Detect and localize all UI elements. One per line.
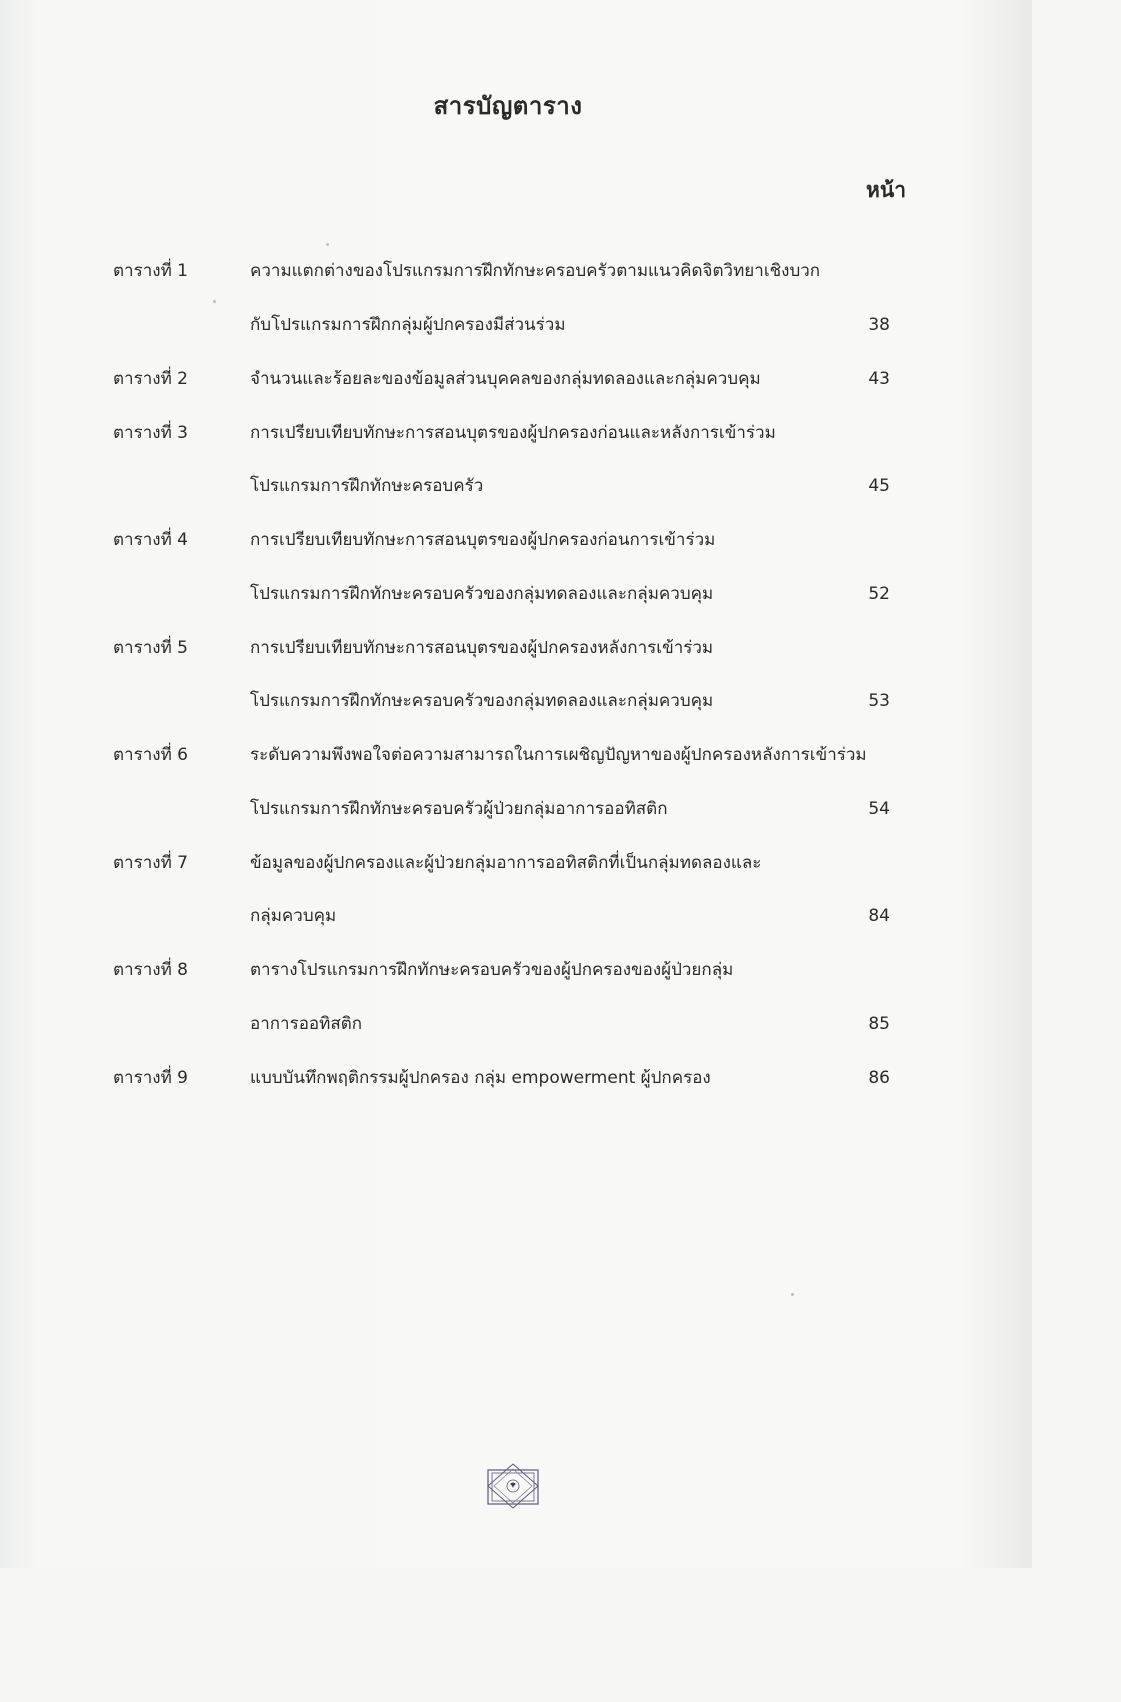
page-title: สารบัญตาราง	[433, 92, 583, 120]
toc-entry-page: 54	[868, 799, 890, 819]
toc-entry-label: ตารางที่ 6	[113, 745, 188, 765]
toc-entry-label: ตารางที่ 2	[113, 369, 188, 389]
toc-line	[0, 633, 1032, 663]
toc-entry-page: 53	[868, 691, 890, 711]
toc-entry-label: ตารางที่ 8	[113, 960, 188, 980]
toc-entry-page: 84	[868, 906, 890, 926]
toc-entry-text: โปรแกรมการฝึกทักษะครอบครัวของกลุ่มทดลองและกลุ่มควบคุม	[250, 584, 714, 604]
toc-entry-label: ตารางที่ 1	[113, 261, 188, 281]
toc-entry-text: ข้อมูลของผู้ปกครองและผู้ป่วยกลุ่มอาการออทิสติกที่เป็นกลุ่มทดลองและ	[250, 853, 762, 873]
toc-entry-text: ระดับความพึงพอใจต่อความสามารถในการเผชิญปัญหาของผู้ปกครองหลังการเข้าร่วม	[250, 745, 867, 765]
toc-entry-text: โปรแกรมการฝึกทักษะครอบครัว	[250, 476, 484, 496]
toc-entry-text: โปรแกรมการฝึกทักษะครอบครัวผู้ป่วยกลุ่มอาการออทิสติก	[250, 799, 668, 819]
toc-entry-page: 85	[868, 1014, 890, 1034]
seal-page-number-icon	[482, 1462, 544, 1510]
toc-entry-text: โปรแกรมการฝึกทักษะครอบครัวของกลุ่มทดลองและกลุ่มควบคุม	[250, 691, 714, 711]
toc-line	[0, 579, 1032, 609]
scan-speck	[213, 300, 216, 303]
toc-entry-page: 43	[868, 369, 890, 389]
toc-entry-text: การเปรียบเทียบทักษะการสอนบุตรของผู้ปกครองก่อนและหลังการเข้าร่วม	[250, 423, 776, 443]
toc-entry-text: กลุ่มควบคุม	[250, 906, 337, 926]
page-column-header: หน้า	[866, 178, 906, 202]
toc-line	[0, 525, 1032, 555]
toc-line	[0, 256, 1032, 286]
toc-line	[0, 310, 1032, 340]
toc-entry-text: ความแตกต่างของโปรแกรมการฝึกทักษะครอบครัวตามแนวคิดจิตวิทยาเชิงบวก	[250, 261, 821, 281]
toc-line	[0, 955, 1032, 985]
toc-entry-text: จำนวนและร้อยละของข้อมูลส่วนบุคคลของกลุ่มทดลองและกลุ่มควบคุม	[250, 369, 761, 389]
toc-entry-text: แบบบันทึกพฤติกรรมผู้ปกครอง กลุ่ม empowerment ผู้ปกครอง	[250, 1068, 711, 1088]
toc-line	[0, 740, 1032, 770]
scan-speck	[791, 1293, 794, 1296]
toc-entry-text: การเปรียบเทียบทักษะการสอนบุตรของผู้ปกครองก่อนการเข้าร่วม	[250, 530, 716, 550]
toc-entry-text: อาการออทิสติก	[250, 1014, 363, 1034]
toc-entry-label: ตารางที่ 4	[113, 530, 188, 550]
toc-entry-label: ตารางที่ 3	[113, 423, 188, 443]
scan-speck	[326, 243, 329, 246]
toc-entry-text: กับโปรแกรมการฝึกกลุ่มผู้ปกครองมีส่วนร่วม	[250, 315, 566, 335]
toc-entry-text: ตารางโปรแกรมการฝึกทักษะครอบครัวของผู้ปกครองของผู้ป่วยกลุ่ม	[250, 960, 734, 980]
toc-entry-page: 38	[868, 315, 890, 335]
toc-line	[0, 364, 1032, 394]
toc-entry-text: การเปรียบเทียบทักษะการสอนบุตรของผู้ปกครองหลังการเข้าร่วม	[250, 638, 714, 658]
toc-line	[0, 471, 1032, 501]
toc-line	[0, 901, 1032, 931]
toc-line	[0, 686, 1032, 716]
toc-entry-label: ตารางที่ 5	[113, 638, 188, 658]
toc-line	[0, 794, 1032, 824]
toc-entry-page: 45	[868, 476, 890, 496]
toc-line	[0, 418, 1032, 448]
toc-line	[0, 1063, 1032, 1093]
toc-entry-label: ตารางที่ 7	[113, 853, 188, 873]
toc-line	[0, 1009, 1032, 1039]
toc-line	[0, 848, 1032, 878]
toc-entry-label: ตารางที่ 9	[113, 1068, 188, 1088]
toc-entry-page: 86	[868, 1068, 890, 1088]
toc-entry-page: 52	[868, 584, 890, 604]
